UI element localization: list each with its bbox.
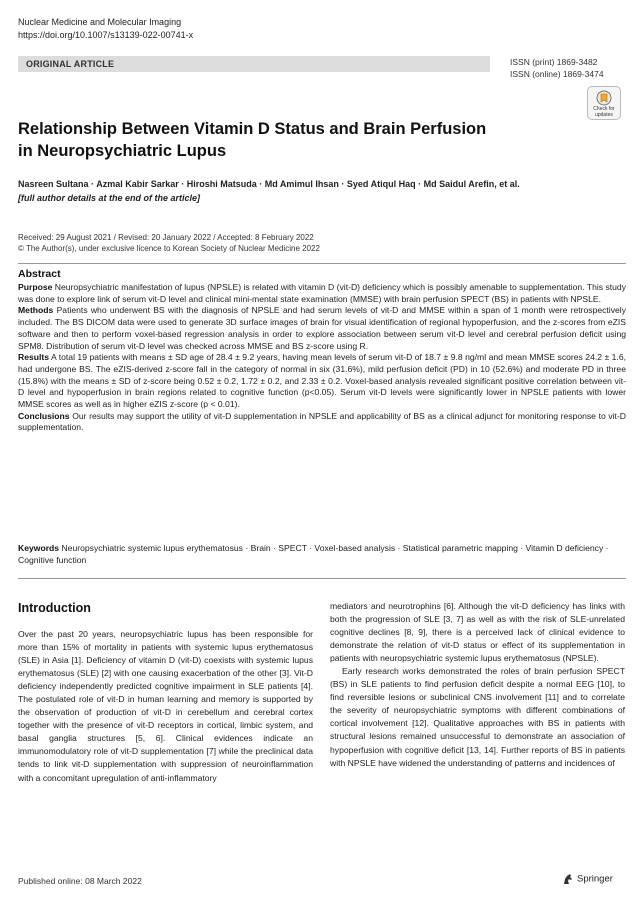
intro-paragraph-1: Over the past 20 years, neuropsychiatric lupus has been responsible for more than 15% of mortality in patients with systemic lupus erythematosus (SLE) in Asia [1]. Deficiency of vitamin D (vit-D) coexists with systemic lupus erythematosus (SLE) [2] with one causing exacerbation of the other [3]. Vit-D deficiency independently predicted cognitive impairment in SLE patients [4]. The postulated role of vit-D in human learning and memory is supported by the observation of production of vit-D in cerebellum and cerebral cortex together with the presence of vit-D receptors in cortical, limbic system, and basal ganglia structures [5, 6]. Clinical evidences indicate an immunomodulatory role of vit-D supplementation [7] while the preclinical data tends to link vit-D supplementation with suppression of neuroinflammation with a concomitant upregulation of anti-inflammatory bbox=[18, 629, 313, 783]
bookmark-refresh-icon bbox=[596, 90, 612, 106]
publisher-name: Springer bbox=[577, 873, 613, 885]
article-title bbox=[18, 118, 538, 162]
abstract-heading: Abstract bbox=[18, 268, 61, 280]
methods-text: Patients who underwent BS with the diagnosis of NPSLE and had serum levels of vit-D and MMSE within a span of 1 month were retrospectively included. The BS DICOM data were used to generate 3D surface images of brain for visual identification of regional hypoperfusion, and the z-scores from eZIS software and then to perform voxel-based regression analysis in order to explore association between serum vit-D level and cerebral perfusion deficit using SPM8. Distribution of serum vit-D level was checked across MMSE and BS z-score using R. bbox=[18, 305, 626, 351]
abstract-results bbox=[18, 352, 626, 411]
methods-label: Methods bbox=[18, 305, 54, 316]
author-list[interactable]: Nasreen Sultana · Azmal Kabir Sarkar · Hiroshi Matsuda · Md Amimul Ihsan · Syed Atiqul Haq · Md Saidul Arefin, et al. bbox=[18, 179, 520, 189]
conclusions-label: Conclusions bbox=[18, 410, 70, 421]
keywords-bottom-divider bbox=[18, 578, 626, 579]
publisher-logo bbox=[562, 873, 613, 885]
copyright-line: © The Author(s), under exclusive licence to Korean Society of Nuclear Medicine 2022 bbox=[18, 244, 320, 253]
abstract-body bbox=[18, 282, 626, 434]
journal-header bbox=[18, 16, 193, 42]
abstract-methods bbox=[18, 305, 626, 352]
author-details-note: [full author details at the end of the article] bbox=[18, 193, 201, 203]
doi-link[interactable]: https://doi.org/10.1007/s13139-022-00741-x bbox=[18, 30, 194, 40]
body-column-left bbox=[18, 628, 313, 785]
article-type-banner: ORIGINAL ARTICLE bbox=[18, 56, 490, 72]
title-line-2: in Neuropsychiatric Lupus bbox=[18, 142, 227, 160]
results-label: Results bbox=[18, 352, 50, 363]
purpose-text: Neuropsychiatric manifestation of lupus (NPSLE) is related with vitamin D (vit-D) deficiency which is possibly amenable to supplementation. This study was done to explore link of serum vit-D level and clinical mini-mental state examination (MMSE) with brain perfusion SPECT (BS) in patients with NPSLE. bbox=[18, 282, 626, 304]
abstract-purpose bbox=[18, 282, 626, 305]
intro-paragraph-2: Early research works demonstrated the roles of brain perfusion SPECT (BS) in SLE patients to find perfusion deficit despite a normal EEG [10], to find reversible lesions or subclinical CNS involvement [11] and to correlate the severity of neuropsychiatric symptoms with different combinations of cortical involvement [12]. Qualitative approaches with BS in patients with structural lesions remained unsuccessful to demonstrate an association of hypoperfusion with cognitive deficit [13, 14]. Further reports of BS in patients with NPSLE have widened the understanding of patterns and incidences of bbox=[330, 666, 625, 768]
keywords-block bbox=[18, 542, 626, 566]
published-online-date: Published online: 08 March 2022 bbox=[18, 876, 142, 886]
article-dates bbox=[18, 232, 320, 254]
keywords-label: Keywords bbox=[18, 543, 60, 553]
intro-paragraph-1-cont: mediators and neurotrophins [6]. Although the vit-D deficiency has links with both the progression of SLE [3, 7] as well as with the risk of SLE-unrelated cognitive declines [8, 9], there is a perceived lack of clinical evidence to demonstrate the relation of vit-D status or effect of its supplementation in patients with neuropsychiatric systemic lupus erythematosus (NPSLE). bbox=[330, 601, 625, 664]
history-dates: Received: 29 August 2021 / Revised: 20 January 2022 / Accepted: 8 February 2022 bbox=[18, 233, 314, 242]
purpose-label: Purpose bbox=[18, 282, 53, 292]
body-column-right bbox=[330, 600, 625, 770]
issn-print: ISSN (print) 1869-3482 bbox=[510, 57, 598, 67]
conclusions-text: Our results may support the utility of vit-D supplementation in NPSLE and applicability of BS as a clinical adjunct for monitoring response to vit-D supplementation. bbox=[18, 410, 626, 433]
title-line-1: Relationship Between Vitamin D Status and Brain Perfusion bbox=[18, 120, 487, 138]
abstract-conclusions bbox=[18, 411, 626, 434]
results-text: A total 19 patients with means ± SD age of 28.4 ± 9.2 years, having mean levels of serum vit-D of 18.7 ± 9.8 ng/ml and mean MMSE scores 24.2 ± 1.6, had undergone BS. The eZIS-derived z-score fall in the category of normal in six (31.6%), mild perfusion deficit (PD) in 10 (52.6%) and moderate PD in three (15.8%) with the means ± SD of z-score being 0.52 ± 0.2, 1.72 ± 0.2, and 2.33 ± 0.2. Voxel-based analysis revealed significant positive correlation between vit-D level and hypoperfusion in brain regions related to cognitive function (p<0.05). Serum vit-D levels were significantly lower in NPSLE patients with lower MMSE scores as well as in higher eZIS z-score (p < 0.01). bbox=[18, 352, 626, 410]
badge-label: Check for updates bbox=[593, 106, 615, 118]
springer-horse-icon bbox=[562, 873, 574, 885]
introduction-heading: Introduction bbox=[18, 601, 91, 615]
check-for-updates-badge[interactable] bbox=[587, 86, 621, 120]
journal-name: Nuclear Medicine and Molecular Imaging bbox=[18, 17, 182, 27]
issn-online: ISSN (online) 1869-3474 bbox=[510, 69, 604, 79]
issn-block bbox=[510, 56, 604, 80]
keywords-text: Neuropsychiatric systemic lupus erythematosus · Brain · SPECT · Voxel-based analysis · Statistical parametric mapping · Vitamin D deficiency · Cognitive function bbox=[18, 543, 609, 565]
abstract-top-divider bbox=[18, 263, 626, 264]
